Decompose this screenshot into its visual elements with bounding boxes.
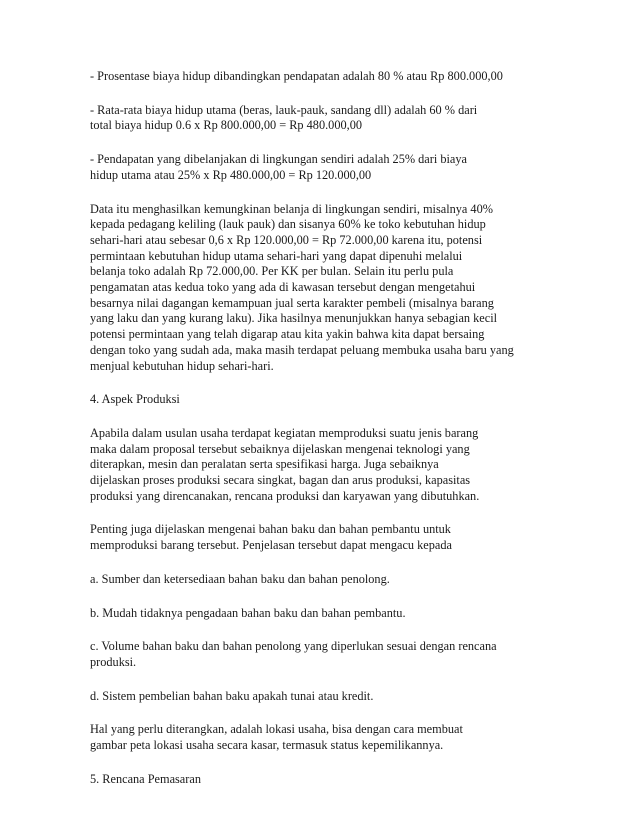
text-line: Penting juga dijelaskan mengenai bahan baku dan bahan pembantu untuk [90,522,451,537]
text-line: permintaan kebutuhan hidup utama sehari-hari yang dapat dipenuhi melalui [90,248,463,263]
text-line: b. Mudah tidaknya pengadaan bahan baku dan bahan pembantu. [90,605,406,620]
paragraph-local-spending [90,152,550,183]
paragraph-data-analysis [90,202,550,375]
text-line: maka dalam proposal tersebut sebaiknya dijelaskan mengenai teknologi yang [90,441,470,456]
text-line: yang laku dan yang kurang laku). Jika hasilnya menunjukkan hanya sebagian kecil [90,311,498,326]
paragraph-production-intro [90,426,550,505]
text-line: Data itu menghasilkan kemungkinan belanja di lingkungan sendiri, misalnya 40% [90,201,493,216]
list-item-d [90,689,550,705]
paragraph-expense-percentage [90,69,550,85]
paragraph-raw-materials [90,522,550,553]
text-line: diterapkan, mesin dan peralatan serta spesifikasi harga. Juga sebaiknya [90,457,439,472]
list-item-b [90,606,550,622]
text-line: pengamatan atas kedua toko yang ada di kawasan tersebut dengan mengetahui [90,280,476,295]
text-line: c. Volume bahan baku dan bahan penolong yang diperlukan sesuai dengan rencana [90,639,497,654]
text-line: - Prosentase biaya hidup dibandingkan pendapatan adalah 80 % atau Rp 800.000,00 [90,69,503,83]
text-line: a. Sumber dan ketersediaan bahan baku dan bahan penolong. [90,571,390,586]
heading-text: 5. Rencana Pemasaran [90,771,201,786]
list-item-a [90,572,550,588]
text-line: produksi. [90,654,137,669]
text-line: produksi yang direncanakan, rencana produksi dan karyawan yang dibutuhkan. [90,488,480,503]
list-item-c [90,639,550,670]
text-line: dijelaskan proses produksi secara singkat, bagan dan arus produksi, kapasitas [90,473,471,488]
text-line: memproduksi barang tersebut. Penjelasan tersebut dapat mengacu kepada [90,538,452,553]
document-page [90,69,550,806]
paragraph-location [90,722,550,753]
text-line: menjual kebutuhan hidup sehari-hari. [90,358,274,373]
text-line: kepada pedagang keliling (lauk pauk) dan sisanya 60% ke toko kebutuhan hidup [90,217,486,232]
section-heading-production [90,392,550,408]
text-line: besarnya nilai dagangan kemampuan jual serta karakter pembeli (misalnya barang [90,295,494,310]
text-line: Apabila dalam usulan usaha terdapat kegiatan memproduksi suatu jenis barang [90,425,479,440]
text-line: sehari-hari atau sebesar 0,6 x Rp 120.000,00 = Rp 72.000,00 karena itu, potensi [90,232,483,247]
text-line: - Pendapatan yang dibelanjakan di lingkungan sendiri adalah 25% dari biaya [90,152,467,167]
text-line: Hal yang perlu diterangkan, adalah lokasi usaha, bisa dengan cara membuat [90,722,463,737]
text-line: dengan toko yang sudah ada, maka masih terdapat peluang membuka usaha baru yang [90,342,514,357]
text-line: belanja toko adalah Rp 72.000,00. Per KK per bulan. Selain itu perlu pula [90,264,454,279]
section-heading-marketing [90,772,550,788]
text-line: total biaya hidup 0.6 x Rp 800.000,00 = Rp 480.000,00 [90,118,362,133]
text-line: d. Sistem pembelian bahan baku apakah tunai atau kredit. [90,688,374,703]
text-line: potensi permintaan yang telah digarap atau kita yakin bahwa kita dapat bersaing [90,327,485,342]
paragraph-main-living-cost [90,103,550,134]
text-line: gambar peta lokasi usaha secara kasar, termasuk status kepemilikannya. [90,738,444,753]
text-line: - Rata-rata biaya hidup utama (beras, lauk-pauk, sandang dll) adalah 60 % dari [90,102,478,117]
heading-text: 4. Aspek Produksi [90,392,180,407]
text-line: hidup utama atau 25% x Rp 480.000,00 = Rp 120.000,00 [90,167,372,182]
